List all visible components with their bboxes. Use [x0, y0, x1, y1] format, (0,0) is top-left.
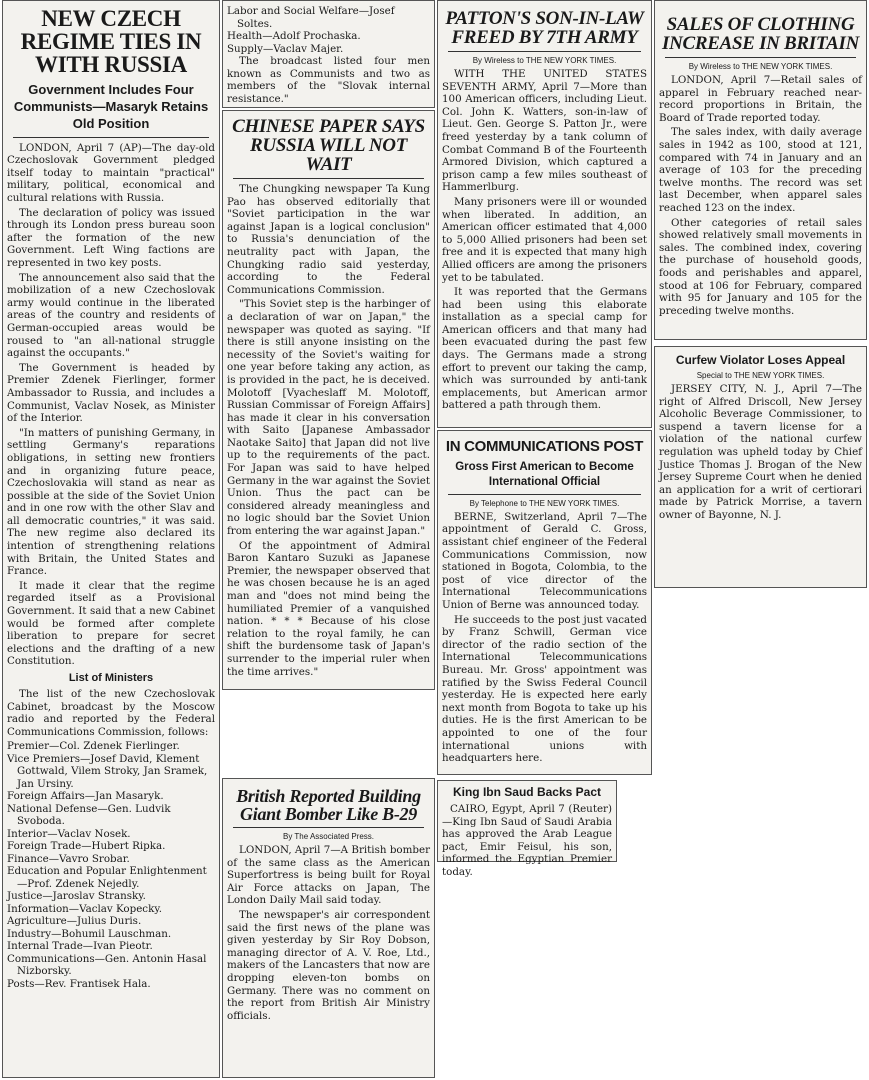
- curfew-body: [655, 383, 866, 522]
- list-item: Information—Vaclav Kopecky.: [7, 902, 163, 915]
- ministers-list: [3, 740, 219, 990]
- chinese-body: [223, 183, 434, 678]
- divider: [233, 178, 424, 179]
- paragraph: The newspaper's air correspondent said the first news of the plane was given yesterday by Sir Roy Dobson, managing director of A. V. Roe, Ltd., makers of the Lancasters that now are dropping eleven-ton bombs on Germany. There was no comment on the report from British Air Ministry officials.: [227, 908, 430, 1022]
- list-item: National Defense—Gen. Ludvik Svoboda.: [7, 802, 171, 828]
- king-headline: King Ibn Saud Backs Pact: [452, 785, 602, 799]
- paragraph: "In matters of punishing Germany, in settling Germany's reparations obligations, in setting new frontiers and in organizing future peace, Czechoslovakia will stand as near as possible at the side of the Soviet Union and in one row with the other Slav and all democratic countries," it was said. The new regime also declared its intention of strengthening relations with Britain, the United States and France.: [7, 426, 215, 578]
- list-item: Internal Trade—Ivan Pieotr.: [7, 940, 153, 953]
- communications-article: [437, 430, 652, 775]
- list-item: Posts—Rev. Frantisek Hala.: [7, 977, 151, 990]
- patton-byline: By Wireless to THE NEW YORK TIMES.: [472, 56, 617, 65]
- british-headline: British Reported Building Giant Bomber Like B-29: [236, 786, 421, 824]
- list-item: Agriculture—Julius Duris.: [7, 915, 142, 928]
- king-ibn-saud-article: [437, 780, 617, 878]
- paragraph: JERSEY CITY, N. J., April 7—The right of Alfred Driscoll, New Jersey Alcoholic Beverage Commissioner, to suspend a tavern license for a violation of the national curfew regulation was upheld today by Chief Justice Thomas J. Brogan of the New Jersey Supreme Court when he denied an application for a writ of certiorari made by Patrick Morrise, a tavern owner of Bayonne, N. J.: [659, 383, 862, 521]
- clothing-headline: SALES OF CLOTHING INCREASE IN BRITAIN: [661, 14, 860, 54]
- british-byline: By The Associated Press.: [282, 832, 374, 841]
- paragraph: The declaration of policy was issued through its London press bureau soon after the formation of the new Government. Left Wing factions are represented in two key posts.: [7, 206, 215, 270]
- divider: [233, 827, 424, 828]
- paragraph: The broadcast listed four men known as Communists and two as members of the "Slovak internal resistance.": [227, 55, 430, 105]
- curfew-headline: Curfew Violator Loses Appeal: [675, 353, 846, 367]
- list-item: Education and Popular Enlightenment—Prof. Zdenek Nejedly.: [7, 865, 207, 890]
- communications-body: [438, 511, 651, 765]
- continuation-list: [223, 5, 434, 55]
- patton-body: [438, 68, 651, 412]
- paragraph: Other categories of retail sales showed relatively small movements in sales. The combined index, covering the purchase of household goods, foods and perishables and apparel, stood at 106 for February, compared with 95 for January and 105 for the preceding twelve months.: [659, 216, 862, 317]
- patton-article: [437, 0, 652, 428]
- list-item: Labor and Social Welfare—Josef Soltes.: [227, 5, 395, 30]
- chinese-paper-article: [222, 110, 435, 690]
- paragraph: LONDON, April 7—A British bomber of the same class as the American Superfortress is being built for Royal Air Force attacks on Japan, The London Daily Mail said today.: [227, 844, 430, 907]
- king-body: [438, 803, 616, 879]
- divider: [448, 494, 641, 495]
- list-item: Foreign Trade—Hubert Ripka.: [7, 840, 166, 853]
- list-heading: List of Ministers: [68, 672, 154, 685]
- patton-headline: PATTON'S SON-IN-LAW FREED BY 7TH ARMY: [445, 8, 644, 48]
- czech-headline: NEW CZECH REGIME TIES IN WITH RUSSIA: [20, 6, 202, 77]
- divider: [448, 51, 641, 52]
- divider: [13, 137, 209, 138]
- list-item: Interior—Vaclav Nosek.: [7, 827, 131, 840]
- communications-byline: By Telephone to THE NEW YORK TIMES.: [469, 498, 620, 508]
- paragraph: LONDON, April 7 (AP)—The day-old Czechoslovak Government pledged itself today to maintain "practical" military, political, economical and cultural relations with Russia.: [7, 141, 215, 205]
- british-bomber-article: [222, 778, 435, 1078]
- paragraph: The Chungking newspaper Ta Kung Pao has observed editorially that "Soviet participation in the war against Japan is a logical conclusion" to Russia's denunciation of the neutrality pact with Japan, the Chungking radio said yesterday, according to the Federal Communications Commission.: [227, 183, 430, 296]
- paragraph: He succeeds to the post just vacated by Franz Schwill, German vice director of the radio section of the International Telecommunications Bureau. Mr. Gross' appointment was ratified by the Swiss Federal Council yesterday. He is expected here early next month from Bogota to take up his duties. He is the first American to be appointed to one of the four international unions with headquarters here.: [442, 613, 647, 765]
- paragraph: Of the appointment of Admiral Baron Kantaro Suzuki as Japanese Premier, the newspaper observed that he was chosen because he is an aged man and "does not mind being the humiliated Premier of a vanquished nation. * * * Because of his close relation to the royal family, he can shift the burdensome task of Japan's surrender to the imperial ruler when the time arrives.": [227, 539, 430, 678]
- paragraph: It was reported that the Germans had been using this elaborate installation as a special camp for American officers and that many had been evacuated during the past few days. The Germans made a strong effort to prevent our taking the camp, which was surrounded by anti-tank emplacements, but American armor battered a path through them.: [442, 286, 647, 412]
- paragraph: The sales index, with daily average sales in 1942 as 100, stood at 121, compared with 74 in January and an average of 103 for the preceding twelve months. The record was set last December, when apparel sales reached 123 on the index.: [659, 126, 862, 214]
- chinese-headline: CHINESE PAPER SAYS RUSSIA WILL NOT WAIT: [232, 116, 425, 175]
- paragraph: It made it clear that the regime regarded itself as a Provisional Government. It said that a new Cabinet would be formed after complete liberation to prepare for secret elections and the drafting of a new Constitution.: [7, 579, 215, 668]
- czech-regime-article: [2, 0, 220, 1078]
- czech-continuation: [222, 0, 435, 108]
- paragraph: BERNE, Switzerland, April 7—The appointment of Gerald C. Gross, assistant chief engineer of the Federal Communications Commission, now stationed in Bogota, Colombia, to the post of vice director of the International Telecommunications Union of Berne was announced today.: [442, 510, 647, 612]
- list-item: Health—Adolf Prochaska.: [227, 30, 361, 42]
- paragraph: WITH THE UNITED STATES SEVENTH ARMY, April 7—More than 100 American officers, including Lieut. Col. John K. Watters, son-in-law of Lieut. Gen. George S. Patton Jr., were freed yesterday by a tank column of Combat Command B of the Fourteenth Armored Division, which captured a prison camp a few miles southeast of Hammerlburg.: [442, 68, 647, 194]
- paragraph: LONDON, April 7—Retail sales of apparel in February reached near-record proportions in Britain, the Board of Trade reported today.: [659, 74, 862, 124]
- list-item: Finance—Vavro Srobar.: [7, 852, 130, 865]
- divider: [665, 57, 856, 58]
- british-body: [223, 844, 434, 1022]
- clothing-byline: By Wireless to THE NEW YORK TIMES.: [688, 62, 833, 71]
- curfew-byline: Special to THE NEW YORK TIMES.: [696, 371, 825, 380]
- list-item: Supply—Vaclav Majer.: [227, 42, 344, 55]
- list-item: Foreign Affairs—Jan Masaryk.: [7, 790, 164, 803]
- list-item: Industry—Bohumil Lauschman.: [7, 927, 172, 940]
- list-item: Justice—Jaroslav Stransky.: [7, 890, 146, 903]
- paragraph: The Government is headed by Premier Zdenek Fierlinger, former Ambassador to Russia, and includes a Communist, Vaclav Nosek, as Minister of the Interior.: [7, 361, 215, 425]
- curfew-article: [654, 346, 867, 588]
- list-item: Vice Premiers—Josef David, Klement Gottwald, Vilem Stroky, Jan Sramek, Jan Ursiny.: [7, 752, 208, 790]
- list-item: Communications—Gen. Antonin Hasal Nizborsky.: [7, 952, 207, 978]
- communications-headline: IN COMMUNICATIONS POST: [445, 438, 644, 455]
- paragraph: The list of the new Czechoslovak Cabinet, broadcast by the Moscow radio and reported by the Federal Communications Commission, follows:: [7, 688, 215, 738]
- paragraph: "This Soviet step is the harbinger of a declaration of war on Japan," the newspaper was quoted as saying. "If there is still anyone insisting on the necessity of the Soviet's waiting for one year before taking any action, as is provided in the pact, he is deceived. Molotoff [Vyacheslaff M. Molotoff, Russian Commissar of Foreign Affairs] has made it clear in his conversation with Saito [Japanese Ambassador Naotake Saito] that Japan did not live up to the requirements of the pact. For Japan was said to have helped Germany in the war against the Soviet Union. Thus the pact can be considered already meaningless and no logic should bar the Soviet Union from entering the war against Japan.": [227, 298, 430, 538]
- paragraph: CAIRO, Egypt, April 7 (Reuter)—King Ibn Saud of Saudi Arabia has approved the Arab League pact, Emir Feisul, his son, informed the Egyptian Premier today.: [442, 803, 612, 878]
- continuation-body: [223, 55, 434, 105]
- czech-body: [3, 142, 219, 668]
- communications-deck: Gross First American to Become International Official: [455, 461, 634, 488]
- paragraph: The announcement also said that the mobilization of a new Czechoslovak army would continue in the liberated areas of the country and residents of German-occupied areas would be roused to "an all-national struggle against the occupants.": [7, 271, 215, 360]
- list-item: Premier—Col. Zdenek Fierlinger.: [7, 740, 180, 753]
- list-intro: [3, 688, 219, 738]
- clothing-sales-article: [654, 0, 867, 340]
- paragraph: Many prisoners were ill or wounded when liberated. In addition, an American officer estimated that 4,000 to 5,000 Allied prisoners had been set free and it is expected that many high Allied officers are among the prisoners yet to be tabulated.: [442, 195, 647, 284]
- clothing-body: [655, 74, 866, 317]
- czech-deck: Government Includes Four Communists—Masaryk Retains Old Position: [13, 82, 209, 131]
